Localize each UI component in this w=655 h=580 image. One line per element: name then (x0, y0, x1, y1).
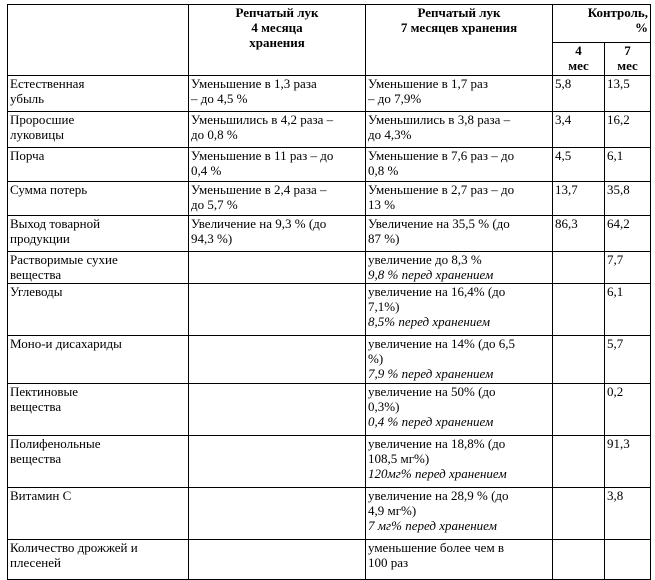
header-4-months: Репчатый лук 4 месяца хранения (189, 5, 366, 76)
cell-7-months (366, 384, 553, 436)
cell-4-months (189, 182, 366, 216)
row-label-text: Углеводы (10, 284, 63, 299)
cell-7-months (366, 148, 553, 182)
cell-7-months-text: увеличение на 16,4% (до 7,1%) (368, 284, 506, 314)
header-empty (8, 5, 189, 76)
control-4-value-text: 5,8 (555, 76, 572, 91)
control-7-value-text: 16,2 (607, 112, 630, 127)
cell-7-months-text: Уменьшение в 7,6 раз – до 0,8 % (368, 148, 515, 178)
control-4-value (553, 384, 605, 436)
row-label (8, 284, 189, 336)
header-7-months: Репчатый лук 7 месяцев хранения (366, 5, 553, 76)
cell-7-months (366, 336, 553, 384)
control-7-value-text: 13,5 (607, 76, 630, 91)
control-7-value-text: 91,3 (607, 436, 630, 451)
cell-4-months (189, 148, 366, 182)
control-7-value (605, 284, 651, 336)
cell-7-months-text: Уменьшились в 3,8 раза – до 4,3% (368, 112, 511, 142)
cell-4-months (189, 540, 366, 580)
row-label (8, 182, 189, 216)
row-label (8, 384, 189, 436)
header-control-4: 4 мес (553, 43, 605, 76)
table-row (8, 216, 651, 252)
row-label-text: Растворимые сухие вещества (10, 252, 118, 282)
cell-7-months (366, 284, 553, 336)
cell-7-months-text: увеличение до 8,3 % (368, 252, 482, 267)
row-label (8, 148, 189, 182)
control-4-value (553, 284, 605, 336)
control-4-value (553, 336, 605, 384)
row-label (8, 336, 189, 384)
cell-4-months (189, 76, 366, 112)
cell-7-months (366, 488, 553, 540)
cell-7-months-text: Уменьшение в 1,7 раз – до 7,9% (368, 76, 488, 106)
cell-7-months (366, 112, 553, 148)
control-4-value-text: 3,4 (555, 112, 572, 127)
row-label (8, 540, 189, 580)
row-label (8, 488, 189, 540)
cell-4-months (189, 384, 366, 436)
control-4-value (553, 252, 605, 284)
table-row (8, 148, 651, 182)
row-label (8, 112, 189, 148)
control-7-value (605, 252, 651, 284)
cell-7-months-text: увеличение на 50% (до 0,3%) (368, 384, 496, 414)
cell-4-months (189, 488, 366, 540)
cell-4-months-text: Уменьшение в 11 раз – до 0,4 % (191, 148, 334, 178)
control-4-value (553, 148, 605, 182)
cell-4-months (189, 284, 366, 336)
before-storage-note: 8,5% перед хранением (368, 314, 491, 329)
control-7-value (605, 182, 651, 216)
table-row (8, 252, 651, 284)
row-label (8, 252, 189, 284)
cell-4-months (189, 436, 366, 488)
before-storage-note: 0,4 % перед хранением (368, 414, 494, 429)
control-4-value (553, 182, 605, 216)
row-label (8, 436, 189, 488)
control-7-value (605, 76, 651, 112)
row-label-text: Полифенольные вещества (10, 436, 101, 466)
table-row (8, 540, 651, 580)
control-7-value (605, 336, 651, 384)
row-label-text: Порча (10, 148, 45, 163)
control-4-value (553, 112, 605, 148)
cell-4-months (189, 252, 366, 284)
before-storage-note: 9,8 % перед хранением (368, 267, 494, 282)
control-7-value-text: 6,1 (607, 284, 624, 299)
control-7-value-text: 6,1 (607, 148, 624, 163)
row-label-text: Выход товарной продукции (10, 216, 101, 246)
control-7-value (605, 112, 651, 148)
table-row (8, 182, 651, 216)
cell-4-months-text: Уменьшение в 2,4 раза – до 5,7 % (191, 182, 327, 212)
cell-7-months (366, 76, 553, 112)
control-7-value (605, 216, 651, 252)
cell-7-months-text: увеличение на 18,8% (до 108,5 мг%) (368, 436, 506, 466)
table-row (8, 284, 651, 336)
row-label (8, 216, 189, 252)
table-body (8, 76, 651, 580)
cell-4-months-text: Уменьшение в 1,3 раза – до 4,5 % (191, 76, 317, 106)
cell-7-months-text: Уменьшение в 2,7 раз – до 13 % (368, 182, 515, 212)
table-row (8, 488, 651, 540)
control-4-value (553, 436, 605, 488)
comparison-table (7, 4, 651, 580)
control-4-value (553, 216, 605, 252)
control-7-value-text: 5,7 (607, 336, 624, 351)
before-storage-note: 120мг% перед хранением (368, 466, 507, 481)
control-7-value-text: 64,2 (607, 216, 630, 231)
control-7-value (605, 384, 651, 436)
table-row (8, 112, 651, 148)
cell-7-months (366, 252, 553, 284)
cell-4-months-text: Увеличение на 9,3 % (до 94,3 %) (191, 216, 327, 246)
cell-4-months-text: Уменьшились в 4,2 раза – до 0,8 % (191, 112, 334, 142)
control-4-value (553, 76, 605, 112)
cell-7-months (366, 540, 553, 580)
control-7-value-text: 7,7 (607, 252, 624, 267)
row-label-text: Моно-и дисахариды (10, 336, 122, 351)
cell-4-months (189, 112, 366, 148)
cell-7-months-text: увеличение на 28,9 % (до 4,9 мг%) (368, 488, 509, 518)
row-label (8, 76, 189, 112)
cell-7-months (366, 216, 553, 252)
row-label-text: Витамин С (10, 488, 72, 503)
control-7-value (605, 540, 651, 580)
control-4-value-text: 13,7 (555, 182, 578, 197)
control-4-value-text: 86,3 (555, 216, 578, 231)
row-label-text: Пектиновые вещества (10, 384, 79, 414)
cell-7-months (366, 436, 553, 488)
cell-4-months (189, 336, 366, 384)
row-label-text: Проросшие луковицы (10, 112, 75, 142)
cell-7-months-text: уменьшение более чем в 100 раз (368, 540, 505, 570)
cell-4-months (189, 216, 366, 252)
control-7-value-text: 3,8 (607, 488, 624, 503)
table-row (8, 76, 651, 112)
control-7-value (605, 436, 651, 488)
before-storage-note: 7 мг% перед хранением (368, 518, 497, 533)
control-7-value (605, 488, 651, 540)
before-storage-note: 7,9 % перед хранением (368, 366, 494, 381)
header-control-7: 7 мес (605, 43, 651, 76)
cell-7-months (366, 182, 553, 216)
cell-7-months-text: увеличение на 14% (до 6,5 %) (368, 336, 516, 366)
control-4-value (553, 540, 605, 580)
table-row (8, 336, 651, 384)
control-4-value-text: 4,5 (555, 148, 572, 163)
table-row (8, 384, 651, 436)
table-row (8, 436, 651, 488)
control-7-value (605, 148, 651, 182)
control-7-value-text: 35,8 (607, 182, 630, 197)
row-label-text: Количество дрожжей и плесеней (10, 540, 138, 570)
control-7-value-text: 0,2 (607, 384, 624, 399)
cell-7-months-text: Увеличение на 35,5 % (до 87 %) (368, 216, 510, 246)
row-label-text: Сумма потерь (10, 182, 88, 197)
row-label-text: Естественная убыль (10, 76, 85, 106)
header-control: Контроль, % (553, 5, 651, 43)
control-4-value (553, 488, 605, 540)
